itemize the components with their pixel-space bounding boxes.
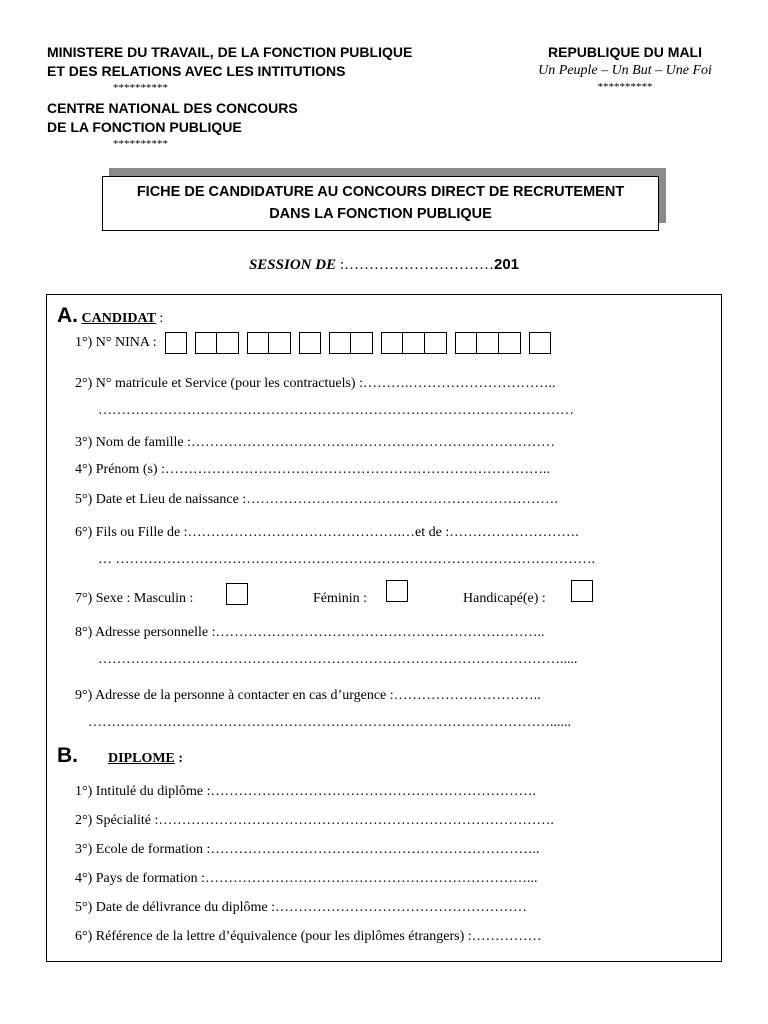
nina-group-1 bbox=[165, 332, 187, 354]
field-parents-continuation[interactable]: … …………………………………………………………………………………………. bbox=[98, 552, 595, 567]
separator-stars: ********** bbox=[113, 82, 168, 94]
field-parents[interactable]: 6°) Fils ou Fille de :……………………………………….…et de :………………………. bbox=[75, 525, 579, 540]
nina-group-6 bbox=[381, 332, 447, 354]
section-a-heading bbox=[57, 304, 163, 328]
nina-digit-box[interactable] bbox=[217, 332, 239, 354]
republic-header bbox=[500, 43, 750, 94]
nina-digit-box[interactable] bbox=[381, 332, 403, 354]
nina-group-5 bbox=[329, 332, 373, 354]
nina-digit-box[interactable] bbox=[165, 332, 187, 354]
republic-motto: Un Peuple – Un But – Une Foi bbox=[538, 63, 712, 78]
form-title-box bbox=[102, 176, 659, 231]
nina-group-8 bbox=[529, 332, 551, 354]
session-year: 201 bbox=[494, 256, 520, 273]
field-pays[interactable]: 4°) Pays de formation :……………………………………………………………... bbox=[75, 871, 538, 886]
nina-digit-box[interactable] bbox=[351, 332, 373, 354]
field-adresse[interactable]: 8°) Adresse personnelle :…………………………………………………………….. bbox=[75, 625, 545, 640]
field-urgence[interactable]: 9°) Adresse de la personne à contacter en cas d’urgence :………………………….. bbox=[75, 688, 541, 703]
field-prenom[interactable]: 4°) Prénom (s) :……………………………………………………………………….. bbox=[75, 462, 550, 477]
nina-group-7 bbox=[455, 332, 521, 354]
field-ecole[interactable]: 3°) Ecole de formation :…………………………………………………………….. bbox=[75, 842, 540, 857]
field-equivalence[interactable]: 6°) Référence de la lettre d’équivalence (pour les diplômes étrangers) :…………… bbox=[75, 929, 542, 944]
field-urgence-continuation[interactable]: ………………………………………………………………………………………...... bbox=[88, 715, 571, 730]
section-a-suffix: : bbox=[155, 311, 164, 326]
handicape-label: Handicapé(e) : bbox=[463, 591, 546, 606]
field-specialite[interactable]: 2°) Spécialité :…………………………………………………………………………. bbox=[75, 813, 554, 828]
form-title-line-2: DANS LA FONCTION PUBLIQUE bbox=[269, 206, 492, 222]
field-nom[interactable]: 3°) Nom de famille :…………………………………………………………………… bbox=[75, 435, 556, 450]
nina-digit-box[interactable] bbox=[425, 332, 447, 354]
nina-group-3 bbox=[247, 332, 291, 354]
nina-digit-box[interactable] bbox=[455, 332, 477, 354]
separator-stars: ********** bbox=[113, 138, 168, 150]
nina-digit-box[interactable] bbox=[499, 332, 521, 354]
centre-line-1: CENTRE NATIONAL DES CONCOURS bbox=[47, 100, 298, 116]
session-line bbox=[0, 256, 768, 274]
masculin-checkbox[interactable] bbox=[226, 583, 248, 605]
nina-digit-box[interactable] bbox=[299, 332, 321, 354]
nina-digit-box[interactable] bbox=[329, 332, 351, 354]
nina-digit-box[interactable] bbox=[195, 332, 217, 354]
centre-line-2: DE LA FONCTION PUBLIQUE bbox=[47, 119, 242, 135]
ministry-line-1: MINISTERE DU TRAVAIL, DE LA FONCTION PUBLIQUE bbox=[47, 44, 413, 60]
section-b-heading bbox=[57, 744, 183, 768]
nina-row bbox=[75, 332, 551, 354]
form-title-line-1: FICHE DE CANDIDATURE AU CONCOURS DIRECT DE RECRUTEMENT bbox=[136, 184, 625, 200]
ministry-header bbox=[47, 43, 412, 151]
feminin-checkbox[interactable] bbox=[386, 580, 408, 602]
nina-group-2 bbox=[195, 332, 239, 354]
section-b-suffix: : bbox=[174, 751, 184, 766]
nina-digit-box[interactable] bbox=[529, 332, 551, 354]
section-b-title: DIPLOME bbox=[108, 751, 175, 766]
sexe-masculin-label: 7°) Sexe : Masculin : bbox=[75, 591, 194, 606]
session-dots: :………………………… bbox=[336, 257, 494, 273]
section-a-title: CANDIDAT bbox=[81, 311, 156, 326]
field-matricule[interactable]: 2°) N° matricule et Service (pour les contractuels) :……….………………………….. bbox=[75, 376, 556, 391]
nina-group-4 bbox=[299, 332, 321, 354]
nina-digit-box[interactable] bbox=[403, 332, 425, 354]
handicape-checkbox[interactable] bbox=[571, 580, 593, 602]
nina-digit-box[interactable] bbox=[477, 332, 499, 354]
field-intitule[interactable]: 1°) Intitulé du diplôme :……………………………………………………………. bbox=[75, 784, 536, 799]
section-a-letter: A. bbox=[57, 304, 78, 327]
field-matricule-continuation[interactable]: ………………………………………………………………………………………… bbox=[98, 403, 574, 418]
ministry-line-2: ET DES RELATIONS AVEC LES INTITUTIONS bbox=[47, 63, 346, 79]
nina-label: 1°) N° NINA : bbox=[75, 335, 157, 350]
republic-title: REPUBLIQUE DU MALI bbox=[548, 44, 702, 60]
nina-digit-box[interactable] bbox=[269, 332, 291, 354]
field-adresse-continuation[interactable]: ………………………………………………………………………………………..... bbox=[98, 652, 578, 667]
field-delivrance[interactable]: 5°) Date de délivrance du diplôme :……………………………………………… bbox=[75, 900, 527, 915]
session-label: SESSION DE bbox=[248, 257, 337, 273]
section-b-letter: B. bbox=[57, 744, 78, 767]
field-naissance[interactable]: 5°) Date et Lieu de naissance :…………………………………………………………. bbox=[75, 492, 558, 507]
separator-stars: ********** bbox=[597, 81, 653, 93]
sexe-feminin-label: Féminin : bbox=[313, 591, 368, 606]
nina-digit-box[interactable] bbox=[247, 332, 269, 354]
